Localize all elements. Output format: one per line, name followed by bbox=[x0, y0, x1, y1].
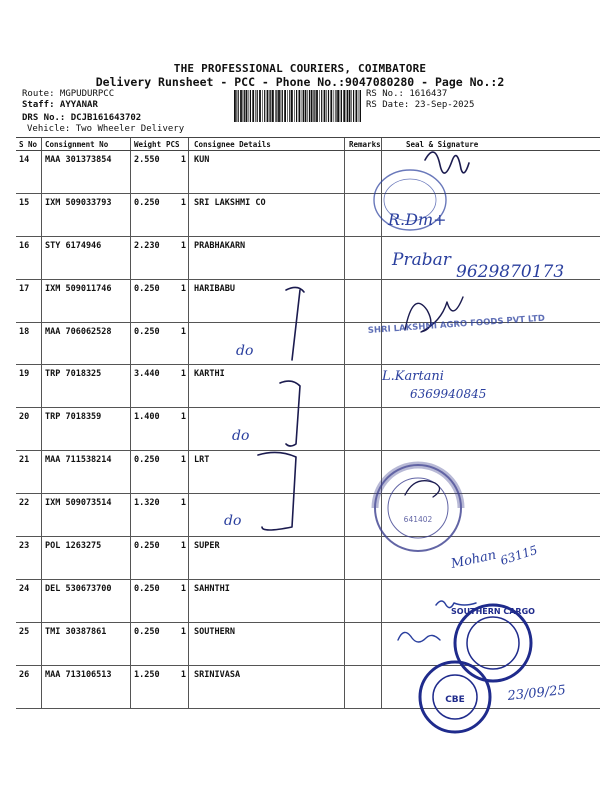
southern-stamp-text: SOUTHERN CARGO bbox=[451, 607, 535, 616]
row-consignee: HARIBABU bbox=[194, 283, 235, 294]
table-header bbox=[16, 138, 600, 151]
header-consignee-details: Consignee Details bbox=[194, 140, 271, 149]
cbe-stamp-text: CBE bbox=[445, 695, 465, 705]
row-consignee: KUN bbox=[194, 155, 210, 165]
row-consignee: SRINIVASA bbox=[194, 669, 241, 680]
row-sno: 19 bbox=[19, 369, 30, 380]
row-weight: 2.230 bbox=[134, 240, 160, 251]
row-consignee: SOUTHERN bbox=[194, 626, 235, 637]
row-consignee: SRI LAKSHMI CO bbox=[194, 197, 266, 208]
row-pcs: 1 bbox=[180, 626, 186, 637]
row-consignment-no: IXM 509073514 bbox=[45, 498, 112, 509]
rs-date: RS Date: 23-Sep-2025 bbox=[366, 100, 475, 110]
row-consignment-no: IXM 509033793 bbox=[45, 197, 112, 208]
row-pcs: 1 bbox=[180, 283, 186, 294]
row-sno: 16 bbox=[19, 240, 30, 251]
ditto-1: do bbox=[236, 343, 254, 359]
row-pcs: 1 bbox=[180, 412, 186, 423]
row-consignment-no: TRP 7018325 bbox=[45, 369, 102, 380]
row-pcs: 1 bbox=[180, 326, 186, 337]
row-weight: 1.250 bbox=[134, 669, 160, 680]
vehicle-label: Vehicle: Two Wheeler Delivery bbox=[27, 124, 185, 134]
signature-row-23: Mohan bbox=[449, 547, 498, 572]
row-pcs: 1 bbox=[180, 240, 186, 251]
row-weight: 0.250 bbox=[134, 541, 160, 552]
row-sno: 14 bbox=[19, 155, 30, 165]
row-sno: 20 bbox=[19, 412, 30, 423]
row-pcs: 1 bbox=[180, 541, 186, 552]
row-consignment-no: MAA 713106513 bbox=[45, 669, 112, 680]
row-weight: 0.250 bbox=[134, 326, 160, 337]
table-row bbox=[16, 280, 600, 323]
lakshmi-ring-stamp-number: 641402 bbox=[403, 515, 433, 524]
signature-row-16: Prabar bbox=[392, 250, 451, 270]
row-weight: 3.440 bbox=[134, 369, 160, 380]
row-sno: 21 bbox=[19, 455, 30, 466]
table-row bbox=[16, 323, 600, 366]
row-consignment-no: TMI 30387861 bbox=[45, 626, 107, 637]
row-consignment-no: MAA 711538214 bbox=[45, 455, 112, 466]
row-weight: 1.400 bbox=[134, 412, 160, 423]
row-sno: 17 bbox=[19, 283, 30, 294]
row-consignee: PRABHAKARN bbox=[194, 240, 246, 251]
table-row bbox=[16, 194, 600, 237]
table-row bbox=[16, 408, 600, 451]
rs-number: RS No.: 1616437 bbox=[366, 89, 448, 99]
row-weight: 0.250 bbox=[134, 455, 160, 466]
row-sno: 15 bbox=[19, 197, 30, 208]
row-sno: 26 bbox=[19, 669, 30, 680]
ditto-2: do bbox=[232, 428, 250, 444]
table-row bbox=[16, 494, 600, 537]
table-row bbox=[16, 451, 600, 494]
header-seal-signature: Seal & Signature bbox=[406, 140, 479, 149]
table-row bbox=[16, 580, 600, 623]
date-signature: 23/09/25 bbox=[506, 682, 567, 704]
signature-row-19: L.Kartani bbox=[382, 369, 444, 384]
row-pcs: 1 bbox=[180, 498, 186, 509]
staff-label: Staff: AYYANAR bbox=[22, 100, 98, 110]
row-consignment-no: TRP 7018359 bbox=[45, 412, 102, 423]
row-pcs: 1 bbox=[180, 669, 186, 680]
table-row bbox=[16, 365, 600, 408]
phone-row-16: 9629870173 bbox=[456, 262, 565, 282]
row-consignee: KARTHI bbox=[194, 369, 225, 380]
row-consignee: SAHNTHI bbox=[194, 583, 230, 594]
row-sno: 24 bbox=[19, 583, 30, 594]
drs-number: DRS No.: DCJB161643702 bbox=[22, 113, 142, 123]
header-sno: S No bbox=[19, 140, 38, 149]
phone-row-19: 6369940845 bbox=[410, 387, 487, 401]
row-weight: 0.250 bbox=[134, 626, 160, 637]
runsheet-table bbox=[16, 137, 600, 709]
row-pcs: 1 bbox=[180, 155, 186, 165]
row-sno: 22 bbox=[19, 498, 30, 509]
route-label: Route: MGPUDURPCC bbox=[22, 89, 115, 99]
company-title: THE PROFESSIONAL COURIERS, COIMBATORE bbox=[173, 62, 427, 75]
header-consignment: Consignment No bbox=[45, 140, 109, 149]
row-sno: 23 bbox=[19, 541, 30, 552]
header-pcs: PCS bbox=[166, 140, 180, 149]
row-consignee: SUPER bbox=[194, 541, 220, 552]
row-consignment-no: DEL 530673700 bbox=[45, 583, 112, 594]
row-consignment-no: POL 1263275 bbox=[45, 541, 102, 552]
table-body bbox=[16, 151, 600, 709]
number-row-23: 63115 bbox=[498, 542, 540, 568]
row-consignment-no: MAA 706062528 bbox=[45, 326, 112, 337]
stamp-sri-lakshmi-agro: SHRI LAKSHMI AGRO FOODS PVT LTD bbox=[367, 313, 546, 336]
row-weight: 0.250 bbox=[134, 283, 160, 294]
row-consignee: LRT bbox=[194, 455, 210, 466]
table-row bbox=[16, 237, 600, 280]
row-sno: 25 bbox=[19, 626, 30, 637]
signature-row-15: R.Dm+ bbox=[388, 210, 447, 229]
table-row bbox=[16, 666, 600, 709]
row-pcs: 1 bbox=[180, 583, 186, 594]
row-consignment-no: MAA 301373854 bbox=[45, 155, 112, 165]
table-row bbox=[16, 623, 600, 666]
row-pcs: 1 bbox=[180, 369, 186, 380]
header-remarks: Remarks bbox=[349, 140, 381, 149]
row-pcs: 1 bbox=[180, 455, 186, 466]
row-weight: 2.550 bbox=[134, 155, 160, 165]
header-weight: Weight bbox=[134, 140, 162, 149]
row-consignment-no: STY 6174946 bbox=[45, 240, 102, 251]
barcode-image bbox=[234, 90, 362, 122]
row-pcs: 1 bbox=[180, 197, 186, 208]
table-row bbox=[16, 151, 600, 194]
row-sno: 18 bbox=[19, 326, 30, 337]
table-row bbox=[16, 537, 600, 580]
row-weight: 1.320 bbox=[134, 498, 160, 509]
runsheet-subtitle: Delivery Runsheet - PCC - Phone No.:9047080280 - Page No.:2 bbox=[95, 75, 505, 89]
row-consignment-no: IXM 509011746 bbox=[45, 283, 112, 294]
row-weight: 0.250 bbox=[134, 583, 160, 594]
row-weight: 0.250 bbox=[134, 197, 160, 208]
ditto-3: do bbox=[224, 513, 242, 529]
